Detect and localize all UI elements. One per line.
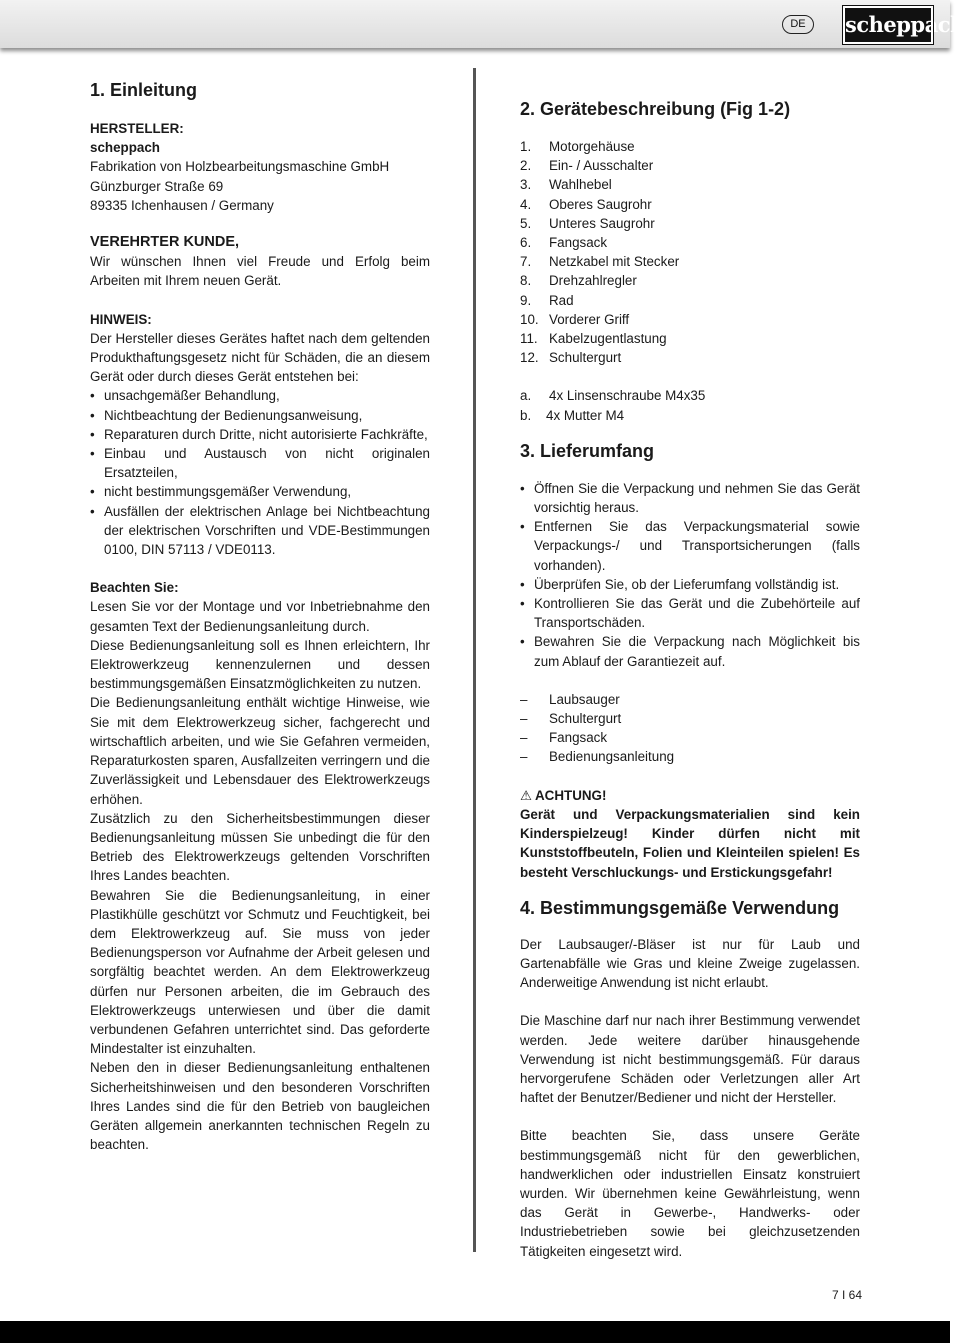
list-item: 2. Ein- / Ausschalter (520, 158, 654, 174)
section-title-introduction: 1. Einleitung (90, 80, 198, 100)
list-item: • Ausfällen der elektrischen Anlage bei Nichtbeachtung der elektrischen Vorschriften und VDE-Bestimmungen 0100, DIN 57113 / VDE0113. (90, 502, 430, 560)
list-item: 4. Oberes Saugrohr (520, 196, 652, 212)
manufacturer-name: scheppach (90, 140, 160, 156)
observe-paragraph: Die Bedienungsanleitung enthält wichtige Hinweise, wie Sie mit dem Elektrowerkzeug sicher, fachgerecht und wirtschaftlich arbeiten, und wie Sie Gefahren vermeiden, Reparaturkosten sparen, Ausfallzeiten verringern und die Zuverlässigkeit und Lebensdauer des Elektrowerkzeugs erhöhen. (90, 695, 430, 807)
list-item: • Öffnen Sie die Verpackung und nehmen Sie das Gerät vorsichtig heraus. (520, 479, 860, 517)
language-badge: DE (782, 15, 814, 34)
delivery-items (520, 690, 860, 767)
list-item: 1. Motorgehäuse (520, 139, 635, 154)
list-item: a. 4x Linsenschraube M4x35 (520, 388, 706, 404)
accessories-list (520, 386, 860, 424)
observe-label: Beachten Sie: (90, 580, 179, 596)
notice-list (90, 386, 430, 559)
address-line: Günzburger Straße 69 (90, 178, 224, 194)
list-item: • Überprüfen Sie, ob der Lieferumfang vollständig ist. (520, 575, 860, 594)
list-item: • Einbau und Austausch von nicht originalen Ersatzteilen, (90, 444, 430, 482)
list-item: • Kontrollieren Sie das Gerät und die Zubehörteile auf Transportschäden. (520, 594, 860, 632)
address-line: Fabrikation von Holzbearbeitungsmaschine GmbH (90, 159, 390, 175)
brand-logo: scheppach (843, 6, 933, 44)
footer-bar (0, 1321, 950, 1343)
list-item: 12. Schultergurt (520, 350, 622, 366)
page-header (0, 0, 965, 48)
list-item: • nicht bestimmungsgemäßer Verwendung, (90, 482, 430, 501)
list-item: 11. Kabelzugentlastung (520, 331, 667, 347)
warning-heading: ⚠ ACHTUNG! (520, 787, 607, 803)
manufacturer-label: HERSTELLER: (90, 121, 184, 136)
list-item: • Reparaturen durch Dritte, nicht autorisierte Fachkräfte, (90, 425, 430, 444)
list-item: b. 4x Mutter M4 (520, 407, 625, 423)
left-column (90, 78, 430, 1154)
list-item: • Entfernen Sie das Verpackungsmaterial sowie Verpackungs-/ und Transportsicherungen (falls vorhanden). (520, 517, 860, 575)
column-divider (473, 68, 476, 1252)
section-title-intended-use: 4. Bestimmungsgemäße Verwendung (520, 897, 840, 918)
list-item: 10. Vorderer Griff (520, 311, 630, 327)
section-title-delivery: 3. Lieferumfang (520, 440, 655, 461)
list-item: 8. Drehzahlregler (520, 273, 637, 289)
observe-paragraph: Bewahren Sie die Bedienungsanleitung, in einer Plastikhülle geschützt vor Schmutz und Feuchtigkeit, bei dem Elektrowerkzeug auf. Sie muss von jeder Bedienungsperson vor Aufnahme der Arbeit gelesen und sorgfältig beachtet werden. An dem Elektrowerkzeug dürfen nur Personen arbeiten, die im Gebrauch des Elektrowerkzeugs unterwiesen und über die damit verbundenen Gefahren unterrichtet sind. Das geforderte Mindestalter ist einzuhalten. (90, 887, 430, 1057)
customer-text: Wir wünschen Ihnen viel Freude und Erfolg beim Arbeiten mit Ihrem neuen Gerät. (90, 254, 430, 289)
delivery-steps (520, 479, 860, 671)
list-item: – Schultergurt (520, 711, 622, 727)
list-item: • Bewahren Sie die Verpackung nach Möglichkeit bis zum Ablauf der Garantiezeit auf. (520, 632, 860, 670)
address-line: 89335 Ichenhausen / Germany (90, 197, 274, 213)
list-item: 5. Unteres Saugrohr (520, 215, 655, 231)
usage-paragraph: Der Laubsauger/-Bläser ist nur für Laub und Gartenabfälle wie Gras und kleine Zweige zugelassen. Anderweitige Anwendung ist nicht erlaubt. (520, 936, 860, 991)
section-title-device-description: 2. Gerätebeschreibung (Fig 1-2) (520, 99, 791, 119)
list-item: – Fangsack (520, 730, 608, 746)
observe-paragraph: Neben den in dieser Bedienungsanleitung enthaltenen Sicherheitshinweisen und den besonderen Vorschriften Ihres Landes sind die für den Betrieb von baugleichen Geräten allgemein anerkannten technischen Regeln zu beachten. (90, 1060, 430, 1153)
list-item: • Nichtbeachtung der Bedienungsanweisung, (90, 406, 430, 425)
list-item: 6. Fangsack (520, 235, 608, 251)
usage-paragraph: Die Maschine darf nur nach ihrer Bestimmung verwendet werden. Jede weitere darüber hinausgehende Verwendung ist nicht bestimmungsgemäß. Für daraus hervorgerufene Schäden oder Verletzungen aller Art haftet der Benutzer/Bediener und nicht der Hersteller. (520, 1013, 860, 1106)
notice-text: Der Hersteller dieses Gerätes haftet nach dem geltenden Produkthaftungsgesetz nicht für Schäden, die an diesem Gerät oder durch dieses Gerät entstehen bei: (90, 330, 430, 385)
observe-paragraph: Diese Bedienungsanleitung soll es Ihnen erleichtern, Ihr Elektrowerkzeug kennenzulernen und dessen bestimmungsgemäßen Einsatzmöglichkeiten zu nutzen. (90, 637, 430, 692)
observe-paragraph: Lesen Sie vor der Montage und vor Inbetriebnahme den gesamten Text der Bedienungsanleitung durch. (90, 599, 430, 634)
observe-paragraph: Zusätzlich zu den Sicherheitsbestimmungen dieser Bedienungsanleitung müssen Sie unbedingt die für den Betrieb des Elektrowerkzeugs geltenden Vorschriften Ihres Landes beachten. (90, 810, 430, 884)
notice-label: HINWEIS: (90, 311, 152, 327)
list-item: 9. Rad (520, 292, 574, 308)
list-item: 7. Netzkabel mit Stecker (520, 254, 680, 270)
parts-list (520, 137, 860, 367)
list-item: – Bedienungsanleitung (520, 749, 675, 765)
list-item: 3. Wahlhebel (520, 177, 612, 193)
list-item: • unsachgemäßer Behandlung, (90, 386, 430, 405)
customer-heading: VEREHRTER KUNDE, (90, 234, 240, 251)
right-column (520, 97, 860, 1261)
page-number: 7 I 64 (831, 1288, 862, 1302)
warning-triangle-icon: ⚠ (520, 787, 533, 803)
warning-text: Gerät und Verpackungsmaterialien sind kein Kinderspielzeug! Kinder dürfen nicht mit Kunststoffbeuteln, Folien und Kleinteilen spielen! Es besteht Verschluckungs- und Erstickungsgefahr! (520, 806, 860, 880)
list-item: – Laubsauger (520, 691, 620, 707)
usage-paragraph: Bitte beachten Sie, dass unsere Geräte bestimmungsgemäß nicht für den gewerblichen, handwerklichen oder industriellen Einsatz konstruiert wurden. Wir übernehmen keine Gewährleistung, wenn das Gerät in Gewerbe-, Handwerks- oder Industriebetrieben sowie bei gleichzusetzenden Tätigkeiten eingesetzt wird. (520, 1128, 860, 1259)
